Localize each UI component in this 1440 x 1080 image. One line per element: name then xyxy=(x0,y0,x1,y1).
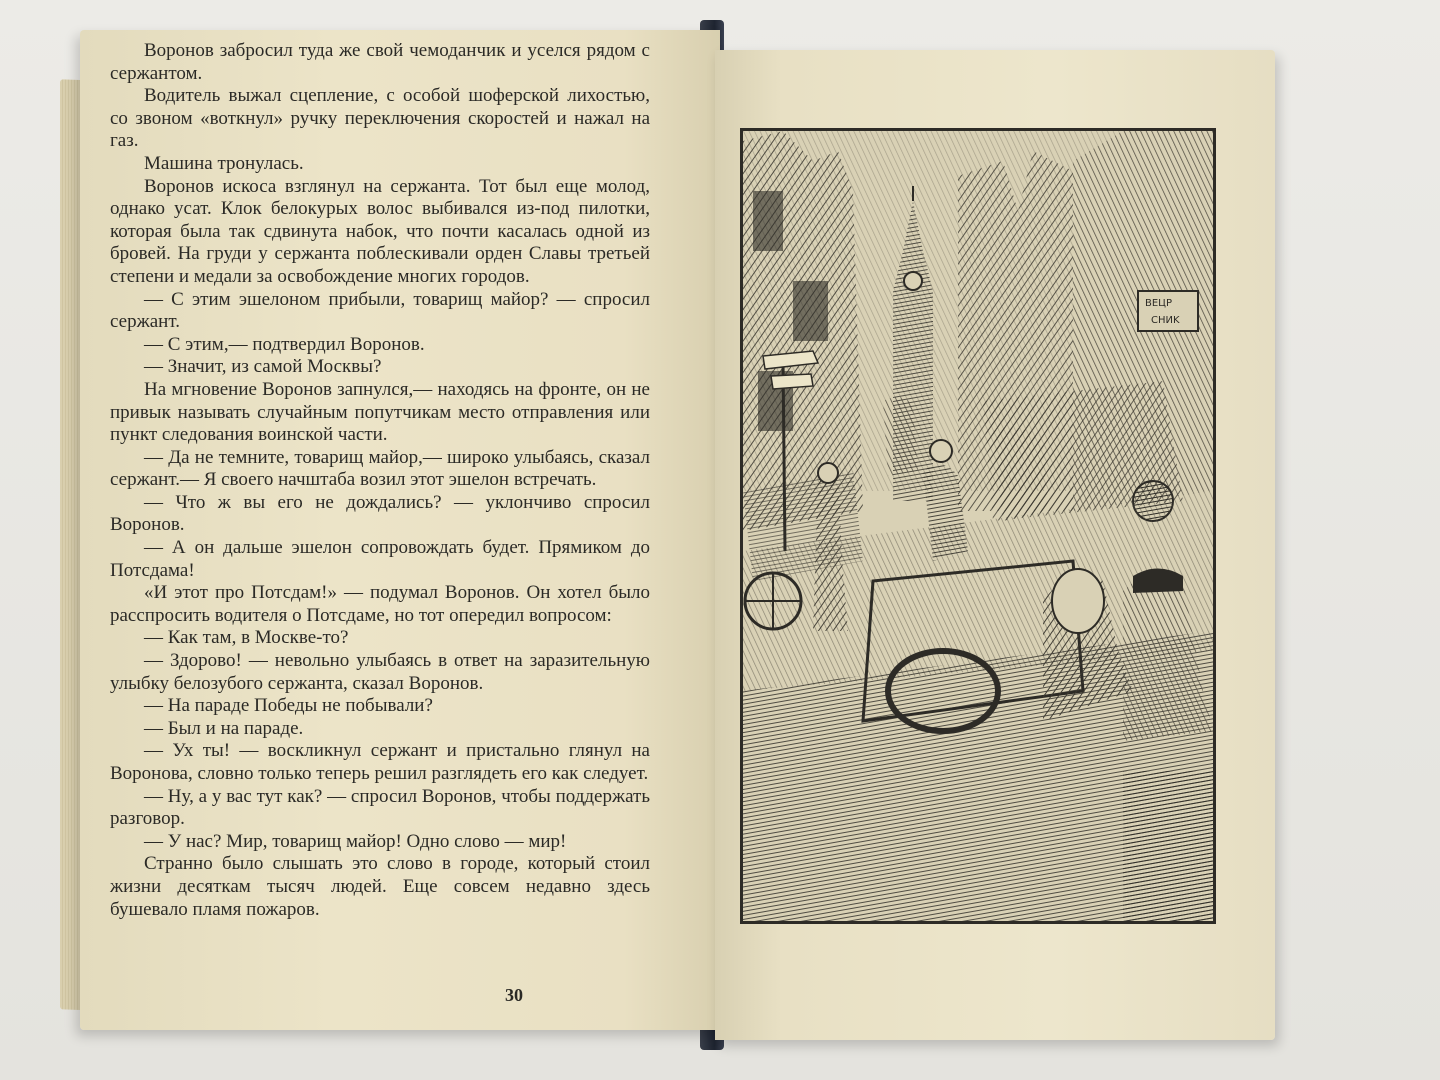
paragraph: Странно было слышать это слово в городе, который стоил жизни десяткам тысяч людей. Еще совсем недавно здесь бушевало пламя пожаров. xyxy=(110,853,650,920)
paragraph: — Значит, из самой Москвы? xyxy=(144,356,382,378)
paragraph: Воронов искоса взглянул на сержанта. Тот был еще молод, однако усат. Клок белокурых волос выбивался из-под пилотки, которая была так сдвинута набок, что почти касалась одной из бровей. На груди у сержанта поблескивали орден Славы третьей степени и медали за освобождение многих городов. xyxy=(110,175,650,287)
paragraph: — Ух ты! — воскликнул сержант и пристально глянул на Воронова, словно только теперь решил разглядеть его как следует. xyxy=(110,740,650,784)
shop-sign-text-2: CHИK xyxy=(1151,315,1180,326)
shop-sign-text-1: BEЦP xyxy=(1145,298,1172,309)
paragraph: — На параде Победы не побывали? xyxy=(144,695,433,717)
city-ruins-drawing xyxy=(743,131,1213,921)
paragraph: — Да не темните, товарищ майор,— широко улыбаясь, сказал сержант.— Я своего начштаба возил этот эшелон встречать. xyxy=(110,446,650,491)
paragraph: — Что ж вы его не дождались? — уклончиво спросил Воронов. xyxy=(110,491,650,536)
paragraph: — Как там, в Москве-то? xyxy=(144,627,349,649)
paragraph: На мгновение Воронов запнулся,— находясь на фронте, он не привык называть случайным попутчикам место отправления или пункт следования воинской части. xyxy=(110,378,650,446)
paragraph: — Был и на параде. xyxy=(144,717,304,739)
paragraph: Воронов забросил туда же свой чемоданчик и уселся рядом с сержантом. xyxy=(110,40,650,84)
paragraph: — А он дальше эшелон сопровождать будет. Прямиком до Потсдама! xyxy=(110,537,650,581)
paragraph: «И этот про Потсдам!» — подумал Воронов. Он хотел было расспросить водителя о Потсдаме, но тот опередил вопросом: xyxy=(110,582,650,626)
paragraph: Машина тронулась. xyxy=(144,152,304,174)
paragraph: — С этим,— подтвердил Воронов. xyxy=(144,333,425,355)
page-number: 30 xyxy=(505,985,523,1005)
paragraph: — Здорово! — невольно улыбаясь в ответ на заразительную улыбку белозубого сержанта, сказал Воронов. xyxy=(110,650,650,694)
paragraph: Водитель выжал сцепление, с особой шоферской лихостью, со звоном «воткнул» ручку переключения скоростей и нажал на газ. xyxy=(110,85,650,152)
paragraph: — С этим эшелоном прибыли, товарищ майор? — спросил сержант. xyxy=(110,288,650,333)
worker-figure-3 xyxy=(883,397,918,476)
book-illustration xyxy=(740,128,1216,924)
paragraph: — У нас? Мир, товарищ майор! Одно слово — мир! xyxy=(144,830,567,852)
left-page-text xyxy=(110,40,650,921)
paragraph: — Ну, а у вас тут как? — спросил Воронов, чтобы поддержать разговор. xyxy=(110,785,650,830)
